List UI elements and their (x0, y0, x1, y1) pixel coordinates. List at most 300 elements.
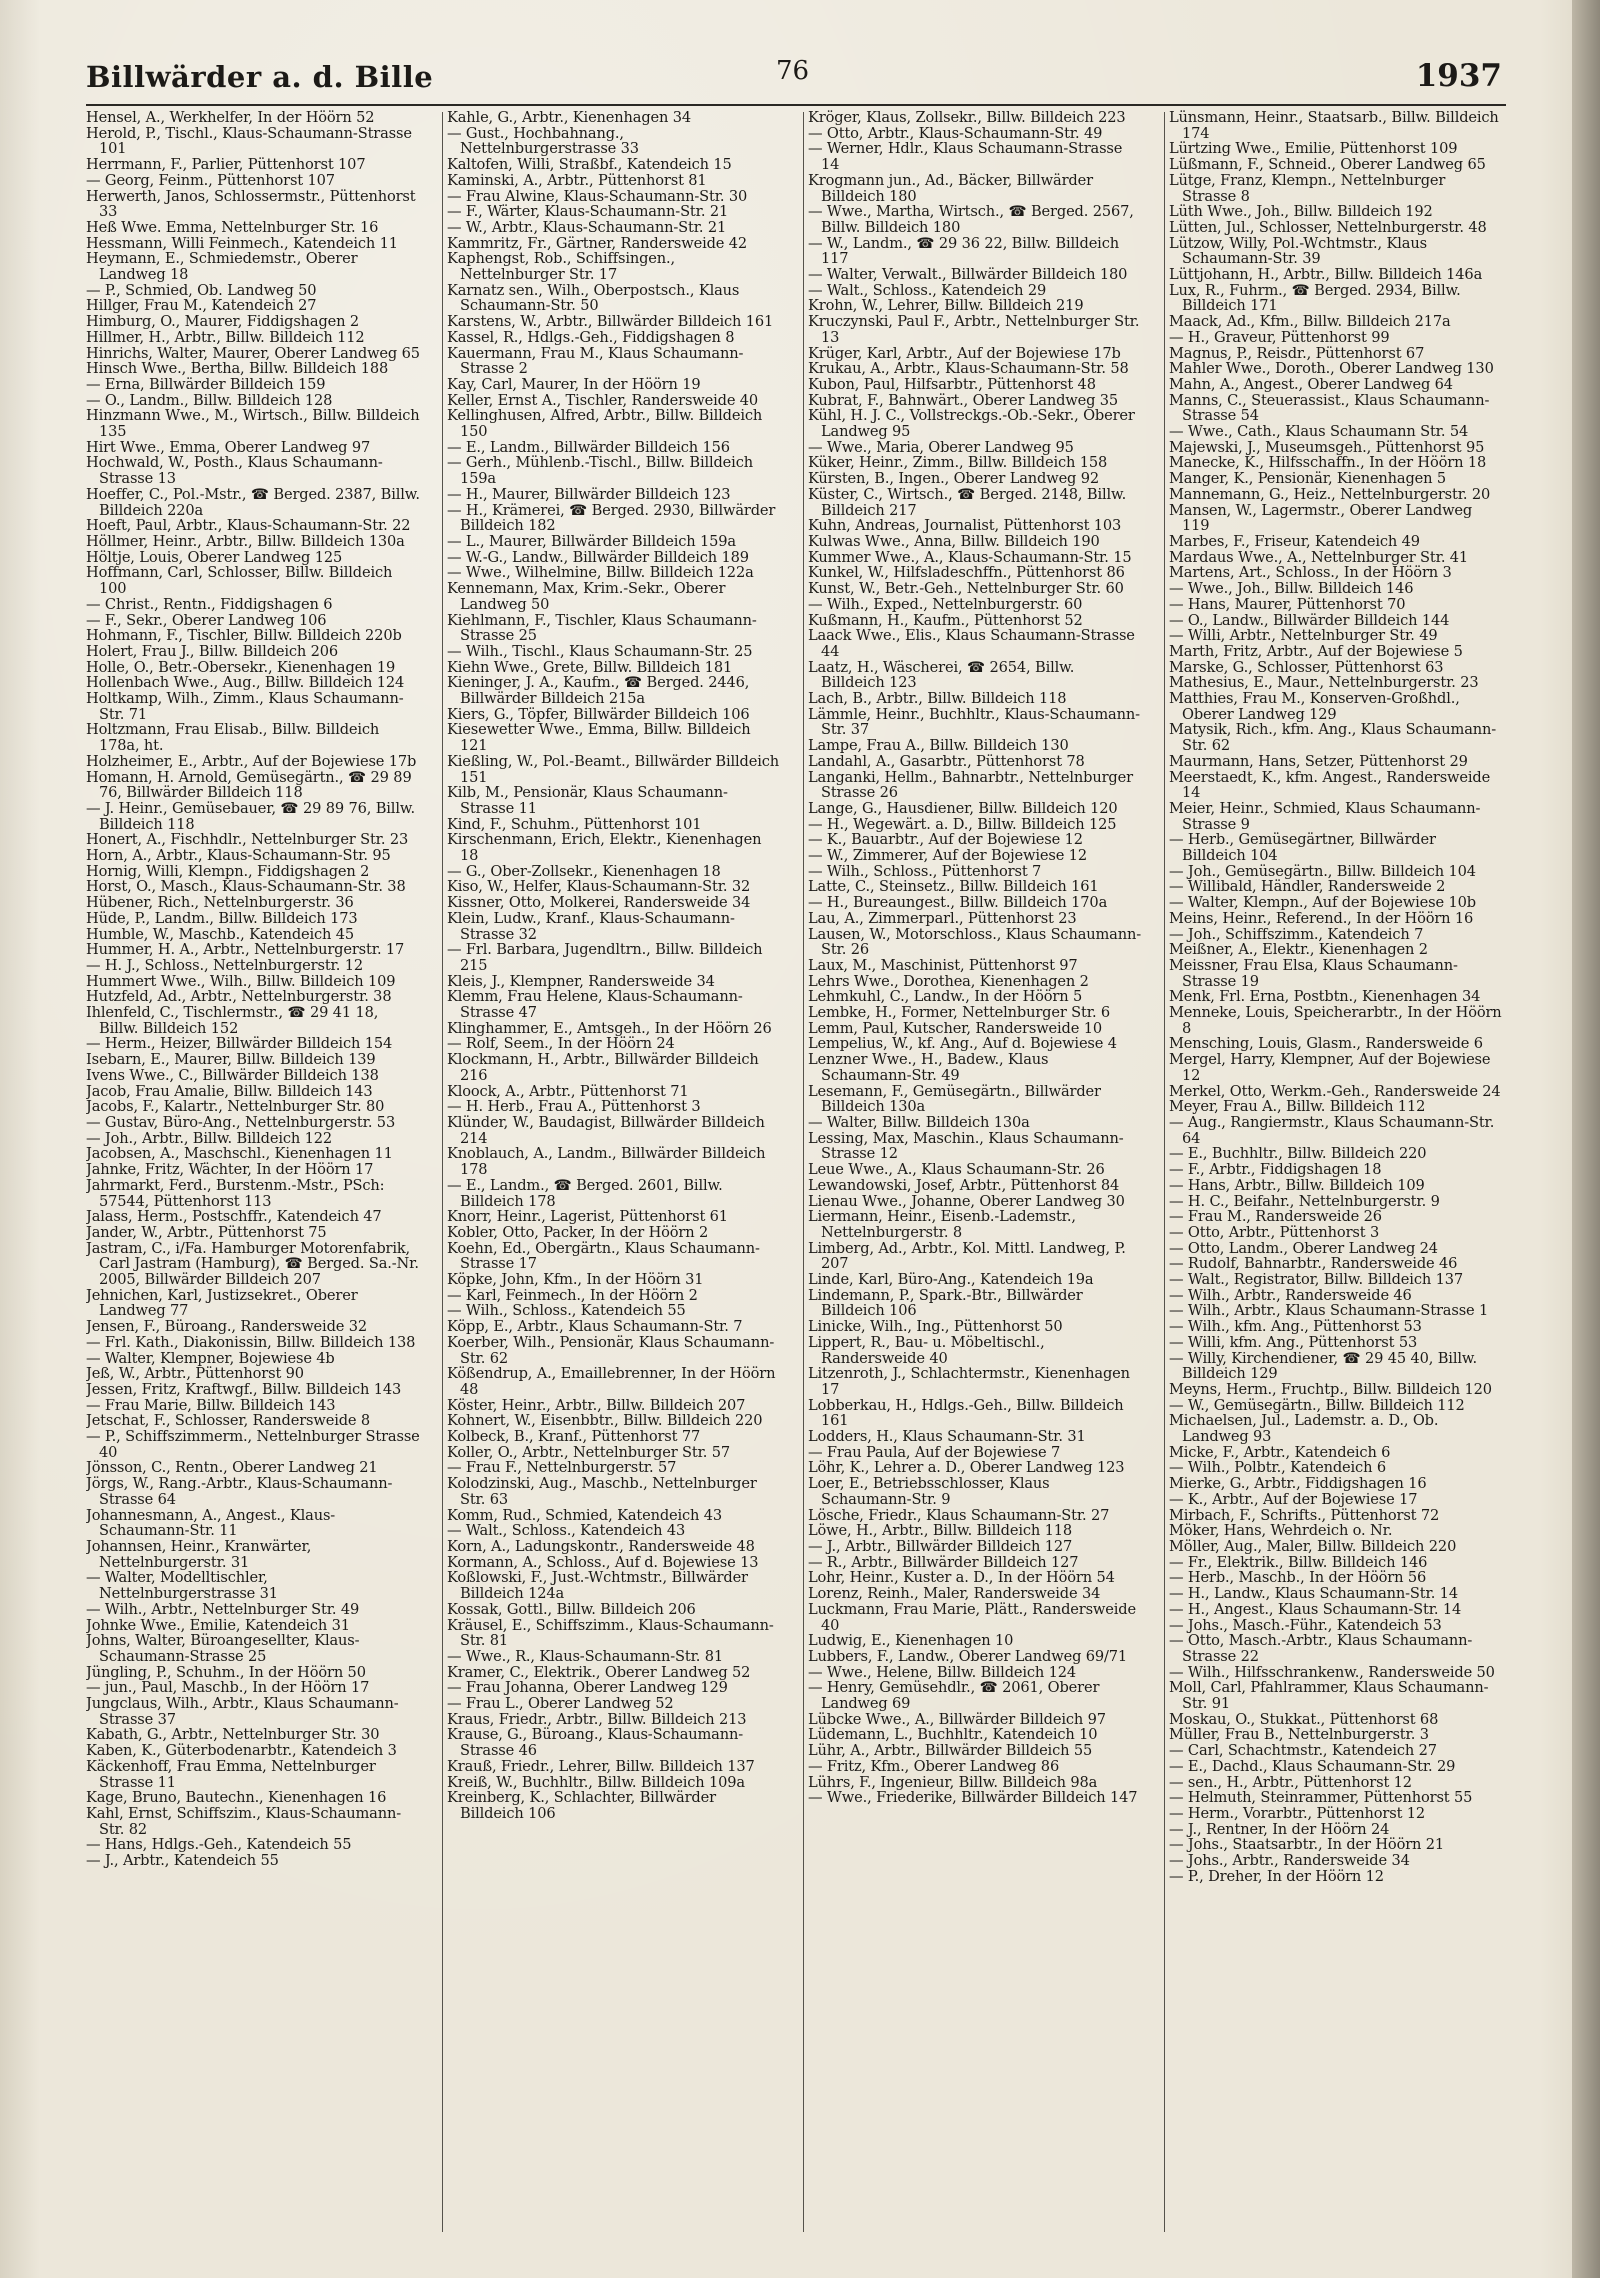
directory-entry: Köpp, E., Arbtr., Klaus Schaumann-Str. 7 (447, 1318, 743, 1336)
directory-entry: Jastram, C., i/Fa. Hamburger Motorenfabrik, Carl Jastram (Hamburg), ☎ Berged. Sa.-Nr. 2005, Billwärder Billdeich 207 (86, 1239, 419, 1289)
directory-entry: Lienau Wwe., Johanne, Oberer Landweg 30 (808, 1192, 1125, 1210)
directory-entry: Micke, F., Arbtr., Katendeich 6 (1169, 1443, 1391, 1461)
directory-entry: Marbes, F., Friseur, Katendeich 49 (1169, 532, 1420, 550)
directory-entry: Mirbach, F., Schrifts., Püttenhorst 72 (1169, 1506, 1440, 1524)
directory-entry: Manns, C., Steuerassist., Klaus Schaumann-Strasse 54 (1169, 391, 1490, 425)
directory-entry: Heß Wwe. Emma, Nettelnburger Str. 16 (86, 218, 379, 236)
directory-entry: Hornig, Willi, Klempn., Fiddigshagen 2 (86, 862, 370, 880)
directory-entry: Mergel, Harry, Klempner, Auf der Bojewiese 12 (1169, 1051, 1491, 1084)
directory-entry: Meier, Heinr., Schmied, Klaus Schaumann-Strasse 9 (1169, 799, 1481, 833)
directory-entry: Kellinghusen, Alfred, Arbtr., Billw. Billdeich 150 (447, 407, 763, 441)
directory-entry: — Frau Paula, Auf der Bojewiese 7 (808, 1443, 1061, 1461)
directory-entry: Meyer, Frau A., Billw. Billdeich 112 (1169, 1098, 1426, 1116)
directory-entry: Krogmann jun., Ad., Bäcker, Billwärder Billdeich 180 (808, 171, 1093, 205)
directory-entry: — E., Landm., ☎ Berged. 2601, Billw. Billdeich 178 (447, 1176, 723, 1210)
directory-entry: Marth, Fritz, Arbtr., Auf der Bojewiese 5 (1169, 642, 1463, 660)
directory-entry: Karnatz sen., Wilh., Oberpostsch., Klaus Schaumann-Str. 50 (447, 281, 740, 315)
directory-entry: — K., Bauarbtr., Auf der Bojewiese 12 (808, 831, 1083, 849)
directory-entry: — Joh., Schiffszimm., Katendeich 7 (1169, 925, 1424, 943)
directory-entry: Hinsch Wwe., Bertha, Billw. Billdeich 188 (86, 360, 389, 378)
directory-entry: Jehnichen, Karl, Justizsekret., Oberer Landweg 77 (86, 1286, 358, 1320)
directory-entry: Laatz, H., Wäscherei, ☎ 2654, Billw. Billdeich 123 (808, 658, 1075, 692)
directory-entry: Krohn, W., Lehrer, Billw. Billdeich 219 (808, 297, 1084, 315)
directory-entry: Johannsen, Heinr., Kranwärter, Nettelnburgerstr. 31 (86, 1537, 312, 1571)
directory-entry: — Frl. Kath., Diakonissin, Billw. Billdeich 138 (86, 1333, 416, 1351)
directory-entry: Kuhn, Andreas, Journalist, Püttenhorst 103 (808, 517, 1122, 535)
directory-entry: Laack Wwe., Elis., Klaus Schaumann-Strasse 44 (808, 627, 1135, 660)
directory-entry: — J., Arbtr., Billwärder Billdeich 127 (808, 1537, 1073, 1555)
directory-entry: — Wilh., Exped., Nettelnburgerstr. 60 (808, 595, 1083, 613)
directory-entry: — Christ., Rentn., Fiddigshagen 6 (86, 595, 333, 613)
directory-entry: Kissner, Otto, Molkerei, Randersweide 34 (447, 894, 751, 912)
directory-entry: — Wwe., Joh., Billw. Billdeich 146 (1169, 580, 1414, 598)
directory-entry: Kiso, W., Helfer, Klaus-Schaumann-Str. 32 (447, 878, 751, 896)
directory-entry: Jeß, W., Arbtr., Püttenhorst 90 (86, 1365, 304, 1383)
directory-entry: — Otto, Masch.-Arbtr., Klaus Schaumann-Strasse 22 (1169, 1632, 1473, 1665)
directory-entry: Lange, G., Hausdiener, Billw. Billdeich 120 (808, 799, 1118, 817)
directory-entry: — H. J., Schloss., Nettelnburgerstr. 12 (86, 956, 364, 974)
directory-entry: — Frau Alwine, Klaus-Schaumann-Str. 30 (447, 187, 748, 205)
directory-entry: Hummer, H. A., Arbtr., Nettelnburgerstr. 17 (86, 941, 405, 959)
directory-entry: Moskau, O., Stukkat., Püttenhorst 68 (1169, 1710, 1439, 1728)
directory-entry: Küker, Heinr., Zimm., Billw. Billdeich 158 (808, 454, 1108, 472)
directory-entry: — sen., H., Arbtr., Püttenhorst 12 (1169, 1773, 1412, 1791)
directory-entry: — Walt., Schloss., Katendeich 29 (808, 281, 1047, 299)
directory-entry: — W., Arbtr., Klaus-Schaumann-Str. 21 (447, 218, 727, 236)
directory-entry: Martens, Art., Schloss., In der Höörn 3 (1169, 564, 1452, 582)
directory-entry: Kolbeck, B., Kranf., Püttenhorst 77 (447, 1428, 701, 1446)
directory-entry: — Walter, Verwalt., Billwärder Billdeich 180 (808, 266, 1128, 284)
directory-entry: Koßlowski, F., Just.-Wchtmstr., Billwärder Billdeich 124a (447, 1569, 748, 1603)
directory-entry: — Willi, kfm. Ang., Püttenhorst 53 (1169, 1333, 1418, 1351)
directory-entry: Mahler Wwe., Doroth., Oberer Landweg 130 (1169, 360, 1494, 378)
directory-entry: — Johs., Arbtr., Randersweide 34 (1169, 1852, 1410, 1870)
directory-entry: — Fritz, Kfm., Oberer Landweg 86 (808, 1757, 1060, 1775)
directory-entry: Jander, W., Arbtr., Püttenhorst 75 (86, 1223, 327, 1241)
directory-entry: Linicke, Wilh., Ing., Püttenhorst 50 (808, 1318, 1063, 1336)
directory-entry: — Gustav, Büro-Ang., Nettelnburgerstr. 53 (86, 1114, 396, 1131)
directory-entry: Kay, Carl, Maurer, In der Höörn 19 (447, 375, 701, 393)
directory-entry: — Walter, Billw. Billdeich 130a (808, 1114, 1030, 1131)
directory-entry: Hessmann, Willi Feinmech., Katendeich 11 (86, 234, 398, 252)
directory-entry: — E., Landm., Billwärder Billdeich 156 (447, 438, 730, 456)
directory-entry: Mierke, G., Arbtr., Fiddigshagen 16 (1169, 1475, 1427, 1493)
directory-entry: Jetschat, F., Schlosser, Randersweide 8 (86, 1412, 371, 1430)
directory-entry: — E., Buchhltr., Billw. Billdeich 220 (1169, 1145, 1427, 1163)
directory-entry: Lüttjohann, H., Arbtr., Billw. Billdeich 146a (1169, 266, 1483, 284)
directory-entry: — H. Herb., Frau A., Püttenhorst 3 (447, 1098, 701, 1116)
directory-entry: Hinzmann Wwe., M., Wirtsch., Billw. Billdeich 135 (86, 407, 420, 441)
directory-entry: Kunkel, W., Hilfsladeschffn., Püttenhorst 86 (808, 564, 1125, 582)
directory-entry: Laux, M., Maschinist, Püttenhorst 97 (808, 956, 1078, 974)
directory-entry: — Frau L., Oberer Landweg 52 (447, 1695, 674, 1713)
header-rule (86, 104, 1506, 106)
directory-entry: — Herb., Gemüsegärtner, Billwärder Billdeich 104 (1169, 831, 1436, 865)
directory-entry: — W., Gemüsegärtn., Billw. Billdeich 112 (1169, 1396, 1465, 1414)
directory-entry: Kaphengst, Rob., Schiffsingen., Nettelnburger Str. 17 (447, 250, 675, 284)
directory-entry: Mansen, W., Lagermstr., Oberer Landweg 119 (1169, 501, 1473, 535)
directory-entry: Möller, Aug., Maler, Billw. Billdeich 220 (1169, 1537, 1457, 1555)
directory-entry: Kennemann, Max, Krim.-Sekr., Oberer Landweg 50 (447, 580, 726, 613)
directory-entry: Krüger, Karl, Arbtr., Auf der Bojewiese 17b (808, 344, 1121, 362)
directory-entry: — O., Landw., Billwärder Billdeich 144 (1169, 611, 1450, 629)
directory-entry: — Hans, Arbtr., Billw. Billdeich 109 (1169, 1176, 1425, 1194)
page-header (86, 56, 1502, 106)
directory-entry: Krause, G., Büroang., Klaus-Schaumann-Strasse 46 (447, 1726, 744, 1760)
directory-entry: Möker, Hans, Wehrdeich o. Nr. (1169, 1522, 1393, 1540)
directory-entry: Jensen, F., Büroang., Randersweide 32 (86, 1318, 368, 1336)
directory-entry: Lemm, Paul, Kutscher, Randersweide 10 (808, 1019, 1102, 1037)
directory-entry: Hensel, A., Werkhelfer, In der Höörn 52 (86, 110, 375, 126)
directory-entry: Hirt Wwe., Emma, Oberer Landweg 97 (86, 438, 371, 456)
directory-entry: Meissner, Frau Elsa, Klaus Schaumann-Strasse 19 (1169, 956, 1458, 990)
directory-entry: Lehmkuhl, C., Landw., In der Höörn 5 (808, 988, 1083, 1006)
directory-entry: Luckmann, Frau Marie, Plätt., Randersweide 40 (808, 1600, 1136, 1634)
directory-entry: — Henry, Gemüsehdlr., ☎ 2061, Oberer Landweg 69 (808, 1679, 1100, 1713)
directory-entry: Hochwald, W., Posth., Klaus Schaumann-Strasse 13 (86, 454, 383, 488)
directory-entry: Menneke, Louis, Speicherarbtr., In der Höörn 8 (1169, 1004, 1502, 1037)
directory-entry: — Frl. Barbara, Jugendltrn., Billw. Billdeich 215 (447, 941, 763, 974)
directory-entry: — H., Maurer, Billwärder Billdeich 123 (447, 485, 731, 503)
directory-entry: Löhr, K., Lehrer a. D., Oberer Landweg 123 (808, 1459, 1125, 1477)
directory-entry: — F., Wärter, Klaus-Schaumann-Str. 21 (447, 203, 729, 221)
directory-entry: Johnke Wwe., Emilie, Katendeich 31 (86, 1616, 350, 1634)
directory-entry: — P., Schiffszimmerm., Nettelnburger Strasse 40 (86, 1428, 420, 1461)
directory-entry: Litzenroth, J., Schlachtermstr., Kienenhagen 17 (808, 1365, 1130, 1398)
directory-entry: Holert, Frau J., Billw. Billdeich 206 (86, 642, 339, 660)
directory-entry: Merkel, Otto, Werkm.-Geh., Randersweide 24 (1169, 1082, 1501, 1100)
directory-entry: Hummert Wwe., Wilh., Billw. Billdeich 109 (86, 972, 396, 990)
directory-entry: Horn, A., Arbtr., Klaus-Schaumann-Str. 95 (86, 847, 391, 865)
directory-entry: Jungclaus, Wilh., Arbtr., Klaus Schaumann-Strasse 37 (86, 1695, 399, 1728)
directory-column-4 (1169, 110, 1503, 2240)
directory-entry: Krukau, A., Arbtr., Klaus-Schaumann-Str. 58 (808, 360, 1129, 378)
directory-entry: Lausen, W., Motorschloss., Klaus Schaumann-Str. 26 (808, 925, 1142, 959)
directory-entry: Kirschenmann, Erich, Elektr., Kienenhagen 18 (447, 831, 762, 865)
directory-entry: — Walt., Registrator, Billw. Billdeich 137 (1169, 1271, 1463, 1289)
directory-entry: Hüde, P., Landm., Billw. Billdeich 173 (86, 909, 358, 927)
directory-entry: Herrmann, F., Parlier, Püttenhorst 107 (86, 156, 366, 174)
directory-entry: — Hans, Maurer, Püttenhorst 70 (1169, 595, 1406, 613)
directory-entry: Jörgs, W., Rang.-Arbtr., Klaus-Schaumann-Strasse 64 (86, 1475, 393, 1508)
directory-entry: — P., Schmied, Ob. Landweg 50 (86, 281, 317, 299)
directory-entry: — Carl, Schachtmstr., Katendeich 27 (1169, 1742, 1437, 1760)
directory-entry: — J., Rentner, In der Höörn 24 (1169, 1820, 1390, 1838)
directory-entry: Michaelsen, Jul., Lademstr. a. D., Ob. Landweg 93 (1169, 1412, 1439, 1446)
directory-entry: — H. C., Beifahr., Nettelnburgerstr. 9 (1169, 1192, 1440, 1210)
directory-entry: Moll, Carl, Pfahlrammer, Klaus Schaumann-Str. 91 (1169, 1679, 1489, 1713)
directory-entry: Lodders, H., Klaus Schaumann-Str. 31 (808, 1428, 1086, 1446)
directory-entry: — Wwe., Friederike, Billwärder Billdeich 147 (808, 1789, 1138, 1807)
directory-entry: — jun., Paul, Maschb., In der Höörn 17 (86, 1679, 370, 1697)
directory-entry: Limberg, Ad., Arbtr., Kol. Mittl. Landweg, P. 207 (808, 1239, 1126, 1273)
directory-entry: Jacob, Frau Amalie, Billw. Billdeich 143 (86, 1082, 373, 1100)
directory-entry: Maack, Ad., Kfm., Billw. Billdeich 217a (1169, 313, 1451, 331)
directory-entry: — Helmuth, Steinrammer, Püttenhorst 55 (1169, 1789, 1473, 1807)
directory-entry: Majewski, J., Museumsgeh., Püttenhorst 95 (1169, 438, 1485, 456)
directory-entry: Manger, K., Pensionär, Kienenhagen 5 (1169, 470, 1447, 488)
directory-entry: — Joh., Arbtr., Billw. Billdeich 122 (86, 1129, 332, 1147)
directory-entry: Koller, O., Arbtr., Nettelnburger Str. 57 (447, 1443, 731, 1461)
directory-entry: Kaltofen, Willi, Straßbf., Katendeich 15 (447, 156, 732, 174)
directory-entry: Mahn, A., Angest., Oberer Landweg 64 (1169, 375, 1453, 393)
directory-entry: Hohmann, F., Tischler, Billw. Billdeich 220b (86, 627, 402, 645)
directory-entry: Holtkamp, Wilh., Zimm., Klaus Schaumann-Str. 71 (86, 690, 404, 723)
directory-entry: Lach, B., Arbtr., Billw. Billdeich 118 (808, 690, 1067, 708)
directory-entry: — K., Arbtr., Auf der Bojewiese 17 (1169, 1490, 1418, 1508)
directory-entry: Hübener, Rich., Nettelnburgerstr. 36 (86, 894, 354, 912)
page-number: 76 (776, 56, 810, 86)
directory-entry: Krauß, Friedr., Lehrer, Billw. Billdeich 137 (447, 1757, 755, 1775)
directory-entry: — Willy, Kirchendiener, ☎ 29 45 40, Billw. Billdeich 129 (1169, 1349, 1477, 1383)
directory-entry: Jessen, Fritz, Kraftwgf., Billw. Billdeich 143 (86, 1380, 402, 1398)
directory-entry: — Wilh., Arbtr., Klaus Schaumann-Strasse 1 (1169, 1302, 1489, 1320)
directory-entry: Klemm, Frau Helene, Klaus-Schaumann-Strasse 47 (447, 988, 743, 1022)
directory-entry: Matysik, Rich., kfm. Ang., Klaus Schaumann-Str. 62 (1169, 721, 1497, 755)
directory-entry: Kloock, A., Arbtr., Püttenhorst 71 (447, 1082, 689, 1100)
directory-entry: — Fr., Elektrik., Billw. Billdeich 146 (1169, 1553, 1428, 1571)
directory-entry: Kreiß, W., Buchhltr., Billw. Billdeich 109a (447, 1773, 745, 1791)
directory-entry: Lessing, Max, Maschin., Klaus Schaumann-Strasse 12 (808, 1129, 1124, 1163)
directory-entry: Kleis, J., Klempner, Randersweide 34 (447, 972, 715, 990)
directory-entry: Köpke, John, Kfm., In der Höörn 31 (447, 1271, 704, 1289)
directory-entry: Humble, W., Maschb., Katendeich 45 (86, 925, 355, 943)
directory-entry: Mardaus Wwe., A., Nettelnburger Str. 41 (1169, 548, 1469, 566)
page-edge-shadow (1572, 0, 1600, 2278)
directory-entry: — Johs., Masch.-Führ., Katendeich 53 (1169, 1616, 1442, 1634)
directory-entry: Höllmer, Heinr., Arbtr., Billw. Billdeich 130a (86, 532, 405, 550)
directory-entry: Kohnert, W., Eisenbbtr., Billw. Billdeich 220 (447, 1412, 763, 1430)
directory-entry: — Otto, Arbtr., Püttenhorst 3 (1169, 1223, 1380, 1241)
directory-entry: Liermann, Heinr., Eisenb.-Lademstr., Nettelnburgerstr. 8 (808, 1208, 1076, 1241)
directory-entry: Horst, O., Masch., Klaus-Schaumann-Str. 38 (86, 878, 406, 896)
directory-entry: — Wilh., Hilfsschrankenw., Randersweide 50 (1169, 1663, 1495, 1681)
directory-entry: Koehn, Ed., Obergärtn., Klaus Schaumann-Strasse 17 (447, 1239, 760, 1273)
directory-entry: Kormann, A., Schloss., Auf d. Bojewiese 13 (447, 1553, 759, 1571)
directory-columns (86, 110, 1506, 2240)
directory-entry: Kieninger, J. A., Kaufm., ☎ Berged. 2446, Billwärder Billdeich 215a (447, 674, 750, 708)
directory-entry: Käckenhoff, Frau Emma, Nettelnburger Strasse 11 (86, 1757, 376, 1791)
directory-entry: Herwerth, Janos, Schlossermstr., Püttenhorst 33 (86, 187, 416, 221)
directory-entry: — Herm., Heizer, Billwärder Billdeich 154 (86, 1035, 393, 1053)
directory-entry: Hoeft, Paul, Arbtr., Klaus-Schaumann-Str. 22 (86, 517, 411, 535)
directory-entry: Mensching, Louis, Glasm., Randersweide 6 (1169, 1035, 1483, 1053)
directory-entry: Menk, Frl. Erna, Postbtn., Kienenhagen 34 (1169, 988, 1481, 1006)
directory-entry: Leue Wwe., A., Klaus Schaumann-Str. 26 (808, 1161, 1105, 1179)
directory-entry: Honert, A., Fischhdlr., Nettelnburger Str. 23 (86, 831, 409, 849)
directory-entry: Johns, Walter, Büroangesellter, Klaus-Schaumann-Strasse 25 (86, 1632, 360, 1665)
directory-entry: Lühr, A., Arbtr., Billwärder Billdeich 55 (808, 1742, 1093, 1760)
directory-entry: Heymann, E., Schmiedemstr., Oberer Landweg 18 (86, 250, 358, 284)
directory-entry: Manecke, K., Hilfsschaffn., In der Höörn 18 (1169, 454, 1487, 472)
directory-entry: Löwe, H., Arbtr., Billw. Billdeich 118 (808, 1522, 1073, 1540)
directory-entry: Kiers, G., Töpfer, Billwärder Billdeich 106 (447, 705, 750, 723)
directory-entry: Keller, Ernst A., Tischler, Randersweide 40 (447, 391, 759, 409)
directory-entry: Höltje, Louis, Oberer Landweg 125 (86, 548, 343, 566)
directory-entry: — Gerh., Mühlenb.-Tischl., Billw. Billdeich 159a (447, 454, 753, 488)
directory-entry: Jalass, Herm., Postschffr., Katendeich 47 (86, 1208, 382, 1226)
directory-entry: — Erna, Billwärder Billdeich 159 (86, 375, 326, 393)
directory-entry: Knorr, Heinr., Lagerist, Püttenhorst 61 (447, 1208, 728, 1226)
directory-entry: Hoeffer, C., Pol.-Mstr., ☎ Berged. 2387, Billw. Billdeich 220a (86, 485, 420, 519)
directory-entry: Meins, Heinr., Referend., In der Höörn 16 (1169, 909, 1474, 927)
directory-entry: Lämmle, Heinr., Buchhltr., Klaus-Schaumann-Str. 37 (808, 705, 1140, 739)
directory-entry: Himburg, O., Maurer, Fiddigshagen 2 (86, 313, 360, 331)
directory-entry: Kaben, K., Güterbodenarbtr., Katendeich 3 (86, 1742, 397, 1760)
directory-entry: Kummer Wwe., A., Klaus-Schaumann-Str. 15 (808, 548, 1132, 566)
directory-entry: Maurmann, Hans, Setzer, Püttenhorst 29 (1169, 752, 1468, 770)
directory-entry: Kaminski, A., Arbtr., Püttenhorst 81 (447, 171, 707, 189)
directory-entry: — Rudolf, Bahnarbtr., Randersweide 46 (1169, 1255, 1458, 1273)
directory-entry: Kreinberg, K., Schlachter, Billwärder Billdeich 106 (447, 1789, 716, 1822)
directory-entry: — Herm., Vorarbtr., Püttenhorst 12 (1169, 1804, 1426, 1822)
directory-entry: Lürtzing Wwe., Emilie, Püttenhorst 109 (1169, 140, 1458, 158)
directory-entry: — E., Dachd., Klaus Schaumann-Str. 29 (1169, 1757, 1456, 1775)
directory-entry: — H., Krämerei, ☎ Berged. 2930, Billwärder Billdeich 182 (447, 501, 776, 535)
directory-entry: Jacobsen, A., Maschschl., Kienenhagen 11 (86, 1145, 393, 1163)
directory-entry: Kind, F., Schuhm., Püttenhorst 101 (447, 815, 702, 833)
directory-entry: Lewandowski, Josef, Arbtr., Püttenhorst 84 (808, 1176, 1120, 1194)
directory-entry: — Rolf, Seem., In der Höörn 24 (447, 1035, 675, 1053)
directory-entry: Mathesius, E., Maur., Nettelnburgerstr. 23 (1169, 674, 1479, 692)
directory-entry: — Georg, Feinm., Püttenhorst 107 (86, 171, 335, 189)
directory-entry: — Wilh., Schloss., Püttenhorst 7 (808, 862, 1042, 880)
directory-entry: — Wilh., Arbtr., Randersweide 46 (1169, 1286, 1412, 1304)
directory-entry: — Wwe., Wilhelmine, Billw. Billdeich 122a (447, 564, 754, 582)
directory-column-3 (808, 110, 1142, 2240)
directory-entry: — Wilh., Tischl., Klaus Schaumann-Str. 25 (447, 642, 753, 660)
directory-entry: Jahnke, Fritz, Wächter, In der Höörn 17 (86, 1161, 374, 1179)
directory-entry: Kräusel, E., Schiffszimm., Klaus-Schaumann-Str. 81 (447, 1616, 774, 1650)
directory-entry: Lüth Wwe., Joh., Billw. Billdeich 192 (1169, 203, 1433, 221)
directory-entry: — Herb., Maschb., In der Höörn 56 (1169, 1569, 1427, 1587)
directory-entry: Jacobs, F., Kalartr., Nettelnburger Str. 80 (86, 1098, 385, 1116)
directory-entry: Ihlenfeld, C., Tischlermstr., ☎ 29 41 18, Billw. Billdeich 152 (86, 1004, 379, 1037)
directory-entry: — O., Landm., Billw. Billdeich 128 (86, 391, 333, 409)
directory-entry: Lobberkau, H., Hdlgs.-Geh., Billw. Billdeich 161 (808, 1396, 1124, 1430)
directory-entry: Korn, A., Ladungskontr., Randersweide 48 (447, 1537, 755, 1555)
directory-entry: Kößendrup, A., Emaillebrenner, In der Höörn 48 (447, 1365, 776, 1398)
directory-entry: — Johs., Staatsarbtr., In der Höörn 21 (1169, 1836, 1445, 1854)
directory-entry: Kilb, M., Pensionär, Klaus Schaumann-Strasse 11 (447, 784, 728, 817)
directory-entry: Kage, Bruno, Bautechn., Kienenhagen 16 (86, 1789, 387, 1807)
directory-column-1 (86, 110, 420, 2240)
directory-entry: Koerber, Wilh., Pensionär, Klaus Schaumann-Str. 62 (447, 1333, 775, 1367)
directory-entry: — Frau M., Randersweide 26 (1169, 1208, 1382, 1226)
directory-entry: Küster, C., Wirtsch., ☎ Berged. 2148, Billw. Billdeich 217 (808, 485, 1127, 519)
directory-entry: Kießling, W., Pol.-Beamt., Billwärder Billdeich 151 (447, 752, 779, 786)
directory-entry: Kiesewetter Wwe., Emma, Billw. Billdeich 121 (447, 721, 751, 755)
directory-entry: Köster, Heinr., Arbtr., Billw. Billdeich 207 (447, 1396, 746, 1414)
directory-entry: Langanki, Hellm., Bahnarbtr., Nettelnburger Strasse 26 (808, 768, 1133, 802)
directory-entry: — R., Arbtr., Billwärder Billdeich 127 (808, 1553, 1079, 1571)
directory-entry: Lempelius, W., kf. Ang., Auf d. Bojewiese 4 (808, 1035, 1117, 1053)
directory-entry: — Wwe., R., Klaus-Schaumann-Str. 81 (447, 1647, 724, 1665)
directory-entry: — Joh., Gemüsegärtn., Billw. Billdeich 104 (1169, 862, 1476, 880)
directory-entry: Müller, Frau B., Nettelnburgerstr. 3 (1169, 1726, 1429, 1744)
directory-entry: — H., Angest., Klaus Schaumann-Str. 14 (1169, 1600, 1462, 1618)
directory-entry: Homann, H. Arnold, Gemüsegärtn., ☎ 29 89 76, Billwärder Billdeich 118 (86, 768, 412, 802)
directory-entry: — H., Graveur, Püttenhorst 99 (1169, 328, 1390, 346)
directory-entry: Landahl, A., Gasarbtr., Püttenhorst 78 (808, 752, 1085, 770)
directory-entry: — Gust., Hochbahnang., Nettelnburgerstrasse 33 (447, 124, 639, 158)
directory-entry: Kraus, Friedr., Arbtr., Billw. Billdeich 213 (447, 1710, 747, 1728)
directory-entry: Hinrichs, Walter, Maurer, Oberer Landweg 65 (86, 344, 420, 362)
directory-entry: Kramer, C., Elektrik., Oberer Landweg 52 (447, 1663, 751, 1681)
directory-entry: Lippert, R., Bau- u. Möbeltischl., Randersweide 40 (808, 1333, 1045, 1367)
directory-entry: Kruczynski, Paul F., Arbtr., Nettelnburger Str. 13 (808, 313, 1140, 346)
directory-entry: Komm, Rud., Schmied, Katendeich 43 (447, 1506, 723, 1524)
directory-entry: Kubrat, F., Bahnwärt., Oberer Landweg 35 (808, 391, 1119, 409)
directory-entry: — Wwe., Martha, Wirtsch., ☎ Berged. 2567, Billw. Billdeich 180 (808, 203, 1134, 236)
directory-entry: Lohr, Heinr., Kuster a. D., In der Höörn 54 (808, 1569, 1115, 1587)
directory-entry: — Werner, Hdlr., Klaus Schaumann-Strasse 14 (808, 140, 1123, 174)
directory-entry: Kauermann, Frau M., Klaus Schaumann-Strasse 2 (447, 344, 744, 378)
directory-entry: — Frau F., Nettelnburgerstr. 57 (447, 1459, 677, 1477)
directory-entry: — Wilh., Arbtr., Nettelnburger Str. 49 (86, 1600, 360, 1618)
directory-entry: — P., Dreher, In der Höörn 12 (1169, 1867, 1384, 1885)
directory-entry: Meyns, Herm., Fruchtp., Billw. Billdeich 120 (1169, 1380, 1492, 1398)
directory-entry: Lubbers, F., Landw., Oberer Landweg 69/71 (808, 1647, 1128, 1665)
section-title: Billwärder a. d. Bille (86, 60, 434, 94)
directory-column-2 (447, 110, 781, 2240)
directory-entry: Hoffmann, Carl, Schlosser, Billw. Billdeich 100 (86, 564, 393, 598)
directory-entry: Lührs, F., Ingenieur, Billw. Billdeich 98a (808, 1773, 1098, 1791)
directory-entry: — H., Landw., Klaus Schaumann-Str. 14 (1169, 1585, 1458, 1603)
directory-entry: Lehrs Wwe., Dorothea, Kienenhagen 2 (808, 972, 1089, 990)
directory-entry: Ivens Wwe., C., Billwärder Billdeich 138 (86, 1066, 379, 1084)
directory-entry: Jahrmarkt, Ferd., Burstenm.-Mstr., PSch: 57544, Püttenhorst 113 (86, 1176, 385, 1210)
directory-entry: Linde, Karl, Büro-Ang., Katendeich 19a (808, 1271, 1094, 1289)
directory-entry: Klinghammer, E., Amtsgeh., In der Höörn 26 (447, 1019, 772, 1037)
directory-entry: — W., Zimmerer, Auf der Bojewiese 12 (808, 847, 1087, 865)
directory-entry: — Walt., Schloss., Katendeich 43 (447, 1522, 686, 1540)
directory-entry: — Hans, Hdlgs.-Geh., Katendeich 55 (86, 1836, 352, 1854)
directory-entry: Kahle, G., Arbtr., Kienenhagen 34 (447, 110, 692, 126)
directory-entry: Lesemann, F., Gemüsegärtn., Billwärder Billdeich 130a (808, 1082, 1101, 1116)
directory-entry: Lütge, Franz, Klempn., Nettelnburger Strasse 8 (1169, 171, 1446, 205)
directory-entry: Klünder, W., Baudagist, Billwärder Billdeich 214 (447, 1114, 765, 1147)
directory-entry: Hillmer, H., Arbtr., Billw. Billdeich 112 (86, 328, 365, 346)
directory-entry: Holle, O., Betr.-Obersekr., Kienenhagen 19 (86, 658, 396, 676)
directory-entry: Kußmann, H., Kaufm., Püttenhorst 52 (808, 611, 1083, 629)
directory-entry: — Willi, Arbtr., Nettelnburger Str. 49 (1169, 627, 1438, 645)
directory-entry: Lau, A., Zimmerparl., Püttenhorst 23 (808, 909, 1077, 927)
directory-entry: Herold, P., Tischl., Klaus-Schaumann-Strasse 101 (86, 124, 412, 158)
directory-entry: — Wilh., Schloss., Katendeich 55 (447, 1302, 686, 1320)
directory-entry: — G., Ober-Zollsekr., Kienenhagen 18 (447, 862, 721, 880)
directory-entry: — Walter, Modelltischler, Nettelnburgerstrasse 31 (86, 1569, 278, 1603)
directory-entry: Lützow, Willy, Pol.-Wchtmstr., Klaus Schaumann-Str. 39 (1169, 234, 1427, 268)
directory-entry: Holtzmann, Frau Elisab., Billw. Billdeich 178a, ht. (86, 721, 380, 755)
directory-entry: — J., Arbtr., Katendeich 55 (86, 1852, 279, 1870)
directory-entry: Kahl, Ernst, Schiffszim., Klaus-Schaumann-Str. 82 (86, 1804, 401, 1838)
directory-entry: Lünsmann, Heinr., Staatsarb., Billw. Billdeich 174 (1169, 110, 1499, 142)
directory-entry: Lütten, Jul., Schlosser, Nettelnburgerstr. 48 (1169, 218, 1487, 236)
directory-entry: Loer, E., Betriebsschlosser, Klaus Schaumann-Str. 9 (808, 1475, 1050, 1508)
directory-entry: Kiehlmann, F., Tischler, Klaus Schaumann-Strasse 25 (447, 611, 757, 645)
directory-entry: Lübcke Wwe., A., Billwärder Billdeich 97 (808, 1710, 1106, 1728)
directory-entry: Kossak, Gottl., Billw. Billdeich 206 (447, 1600, 696, 1618)
directory-entry: Holzheimer, E., Arbtr., Auf der Bojewiese 17b (86, 752, 417, 770)
directory-entry: — H., Wegewärt. a. D., Billw. Billdeich 125 (808, 815, 1117, 833)
directory-entry: — Walter, Klempn., Auf der Bojewiese 10b (1169, 894, 1476, 912)
directory-entry: Meißner, A., Elektr., Kienenhagen 2 (1169, 941, 1428, 959)
directory-entry: — Otto, Arbtr., Klaus-Schaumann-Str. 49 (808, 124, 1103, 142)
directory-entry: — Wilh., Polbtr., Katendeich 6 (1169, 1459, 1386, 1477)
directory-entry: Kobler, Otto, Packer, In der Höörn 2 (447, 1223, 709, 1241)
directory-entry: — Willibald, Händler, Randersweide 2 (1169, 878, 1446, 896)
